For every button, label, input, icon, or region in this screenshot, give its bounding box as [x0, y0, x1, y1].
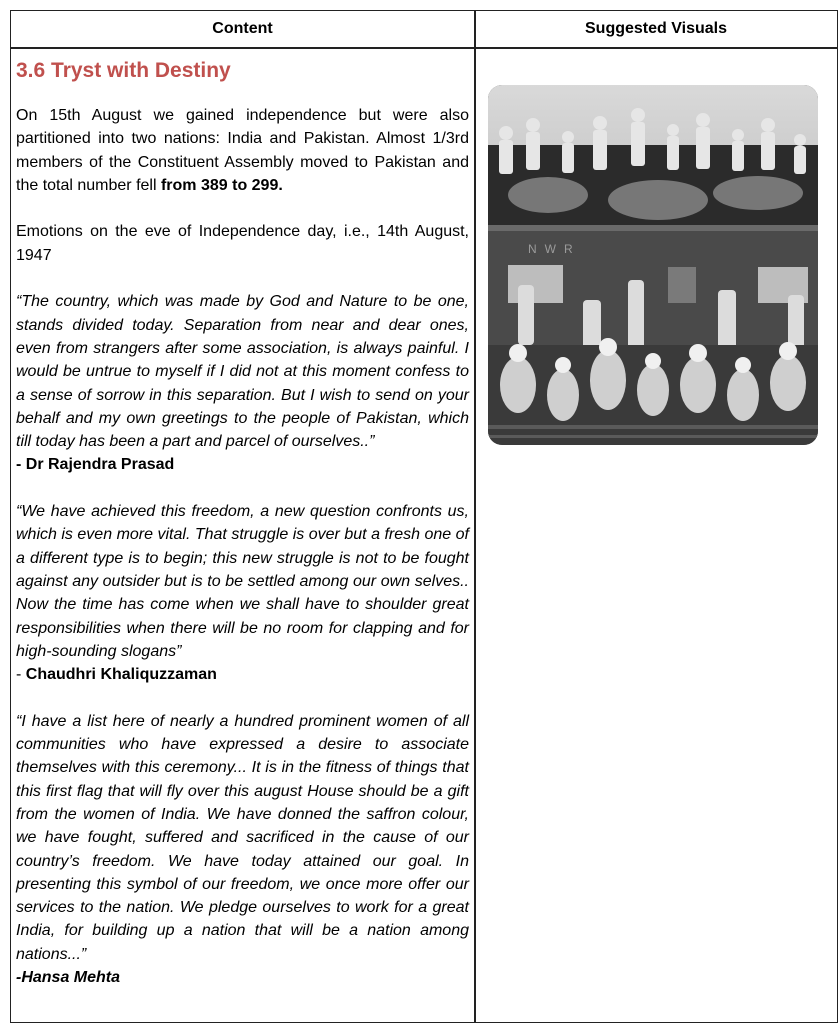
quote-attribution: - Dr Rajendra Prasad: [16, 456, 175, 474]
quote-text: “The country, which was made by God and Nature to be one, stands divided today. Separation from near and dear ones, even from strangers after some association, is always painful. I would be untrue to myself if I did not at this moment confess to a sense of sorrow in this separation. But I wish to send on your behalf and my own greetings to the people of Pakistan, which till today has been a part and parcel of ourselves..”: [16, 293, 469, 451]
intro-bold-figure: from 389 to 299.: [160, 176, 283, 194]
quote-text: “I have a list here of nearly a hundred prominent women of all communities who have expressed a desire to associate themselves with this ceremony... It is in the fitness of things that this first flag that will fly over this august House should be a gift from the women of India. We have donned the saffron colour, we have fought, suffered and sacrificed in the cause of our country’s freedom. We have today attained our goal. In presenting this symbol of our freedom, we once more offer our services to the nation. We pledge ourselves to work for a great India, for building up a nation that will be a nation among nations...”: [16, 712, 469, 963]
partition-train-photo: [488, 85, 818, 445]
intro-text: On 15th August we gained independence but were also partitioned into two nations: India and Pakistan. Almost 1/3rd members of the Constituent Assembly moved to Pakistan and the total number fell: [16, 107, 469, 194]
quote-block-prasad: [16, 290, 469, 476]
quote-text: “We have achieved this freedom, a new question confronts us, which is even more vital. That struggle is over but a fresh one of a different type is to begin; this new struggle is not to be fought against any outsider but is to be settled among our own selves.. Now the time has come when we shall have to shoulder great responsibilities when there will be no room for clapping and for high-sounding slogans”: [16, 503, 469, 660]
attribution-dash: -: [16, 666, 26, 684]
emotions-paragraph: Emotions on the eve of Independence day, i.e., 14th August, 1947: [16, 223, 469, 264]
header-divider: [11, 47, 837, 49]
intro-paragraph: [16, 104, 469, 197]
partition-train-photo-illustration: [488, 85, 818, 445]
quote-block-khaliquzzaman: [16, 500, 469, 686]
header-content: Content: [212, 20, 273, 37]
column-divider: [474, 11, 476, 1022]
header-suggested-visuals: Suggested Visuals: [585, 20, 727, 37]
section-title: 3.6 Tryst with Destiny: [16, 59, 231, 82]
quote-attribution: -Hansa Mehta: [16, 968, 121, 986]
content-cell: [16, 58, 469, 989]
carriage-lettering: NWR: [528, 242, 581, 256]
content-table: [10, 10, 838, 1023]
quote-block-mehta: [16, 710, 469, 990]
quote-attribution: Chaudhri Khaliquzzaman: [25, 666, 217, 684]
